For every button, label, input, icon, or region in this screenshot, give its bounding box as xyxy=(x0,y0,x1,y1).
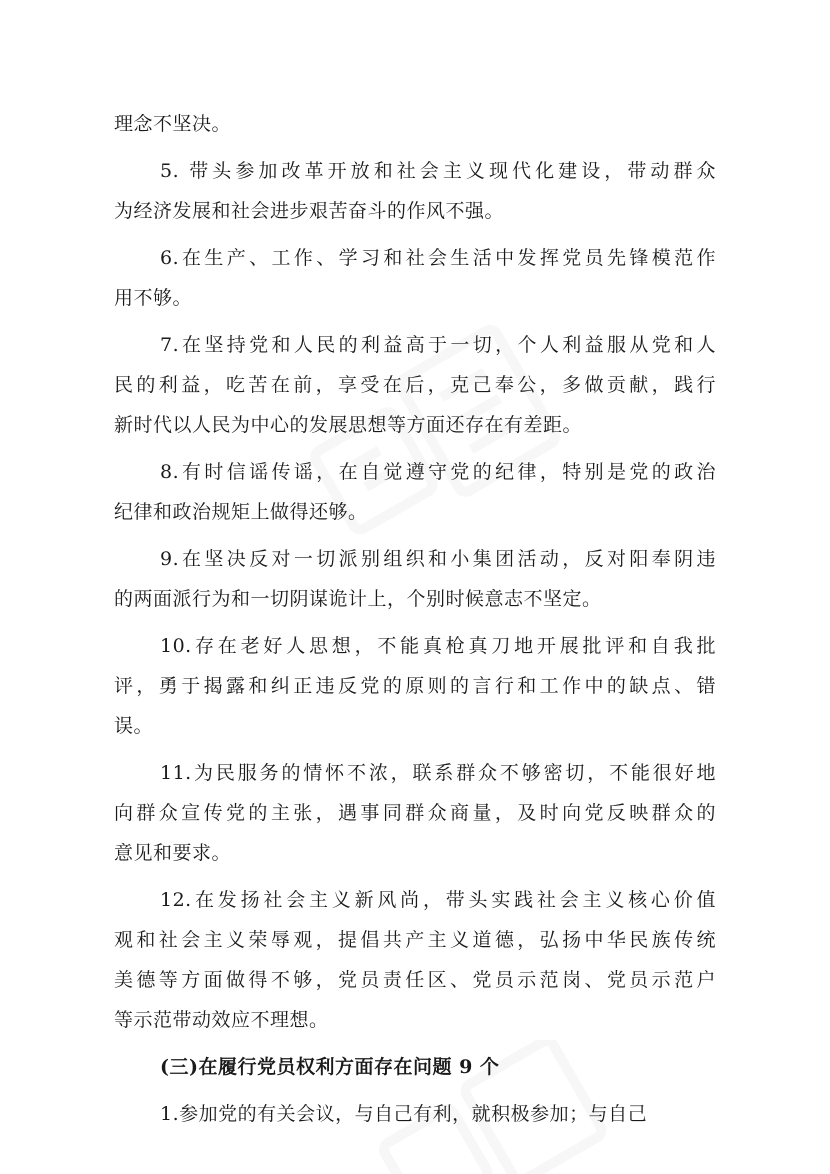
paragraph-gap xyxy=(114,1087,716,1094)
paragraph-p6 xyxy=(114,238,716,318)
paragraph-gap xyxy=(114,532,716,539)
text-line: (三)在履行党员权利方面存在问题 9 个 xyxy=(160,1056,500,1078)
text-line: 11.为民服务的情怀不浓，联系群众不够密切，不能很好地 xyxy=(160,762,716,784)
paragraph-gap xyxy=(114,144,716,151)
text-line: 为经济发展和社会进步艰苦奋斗的作风不强。 xyxy=(114,200,505,222)
paragraph-p8 xyxy=(114,452,716,532)
text-line: 7.在坚持党和人民的利益高于一切，个人利益服从党和人 xyxy=(160,334,716,356)
text-line: 用不够。 xyxy=(114,287,193,309)
paragraph-p9 xyxy=(114,539,716,619)
text-line: 9.在坚决反对一切派别组织和小集团活动，反对阳奉阴违 xyxy=(160,548,716,570)
paragraph-gap xyxy=(114,318,716,325)
text-line: 误。 xyxy=(114,715,154,737)
paragraph-gap xyxy=(114,231,716,238)
paragraph-gap xyxy=(114,873,716,880)
paragraph-gap xyxy=(114,1040,716,1047)
text-line: 的两面派行为和一切阴谋诡计上，个别时候意志不坚定。 xyxy=(114,588,602,610)
paragraph-p10 xyxy=(114,626,716,746)
text-line: 理念不坚决。 xyxy=(114,113,232,135)
text-line: 民的利益，吃苦在前，享受在后，克己奉公，多做贡献，践行 xyxy=(114,374,716,396)
section-heading xyxy=(114,1047,716,1087)
text-line: 8.有时信谣传谣，在自觉遵守党的纪律，特别是党的政治 xyxy=(160,461,716,483)
text-line: 10.存在老好人思想，不能真枪真刀地开展批评和自我批 xyxy=(160,635,716,657)
text-line: 观和社会主义荣辱观，提倡共产主义道德，弘扬中华民族传统 xyxy=(114,929,716,951)
text-line: 12.在发扬社会主义新风尚，带头实践社会主义核心价值 xyxy=(160,889,716,911)
paragraph-p5 xyxy=(114,151,716,231)
text-line: 1.参加党的有关会议，与自己有利，就积极参加；与自己 xyxy=(160,1103,648,1125)
paragraph-gap xyxy=(114,445,716,452)
text-line: 向群众宣传党的主张，遇事同群众商量，及时向党反映群众的 xyxy=(114,802,716,824)
text-line: 6.在生产、工作、学习和社会生活中发挥党员先锋模范作 xyxy=(160,247,716,269)
paragraph-gap xyxy=(114,619,716,626)
text-line: 等示范带动效应不理想。 xyxy=(114,1009,329,1031)
text-line: 新时代以人民为中心的发展思想等方面还存在有差距。 xyxy=(114,414,583,436)
paragraph-p4-tail xyxy=(114,104,716,144)
document-body xyxy=(114,104,716,1134)
text-line: 评，勇于揭露和纠正违反党的原则的言行和工作中的缺点、错 xyxy=(114,675,716,697)
paragraph-gap xyxy=(114,746,716,753)
text-line: 美德等方面做得不够，党员责任区、党员示范岗、党员示范户 xyxy=(114,969,716,991)
text-line: 纪律和政治规矩上做得还够。 xyxy=(114,501,368,523)
text-line: 5. 带头参加改革开放和社会主义现代化建设，带动群众 xyxy=(160,160,716,182)
paragraph-p11 xyxy=(114,753,716,873)
paragraph-p7 xyxy=(114,325,716,445)
paragraph-p12 xyxy=(114,880,716,1040)
text-line: 意见和要求。 xyxy=(114,842,232,864)
paragraph-s3-p1 xyxy=(114,1094,716,1134)
